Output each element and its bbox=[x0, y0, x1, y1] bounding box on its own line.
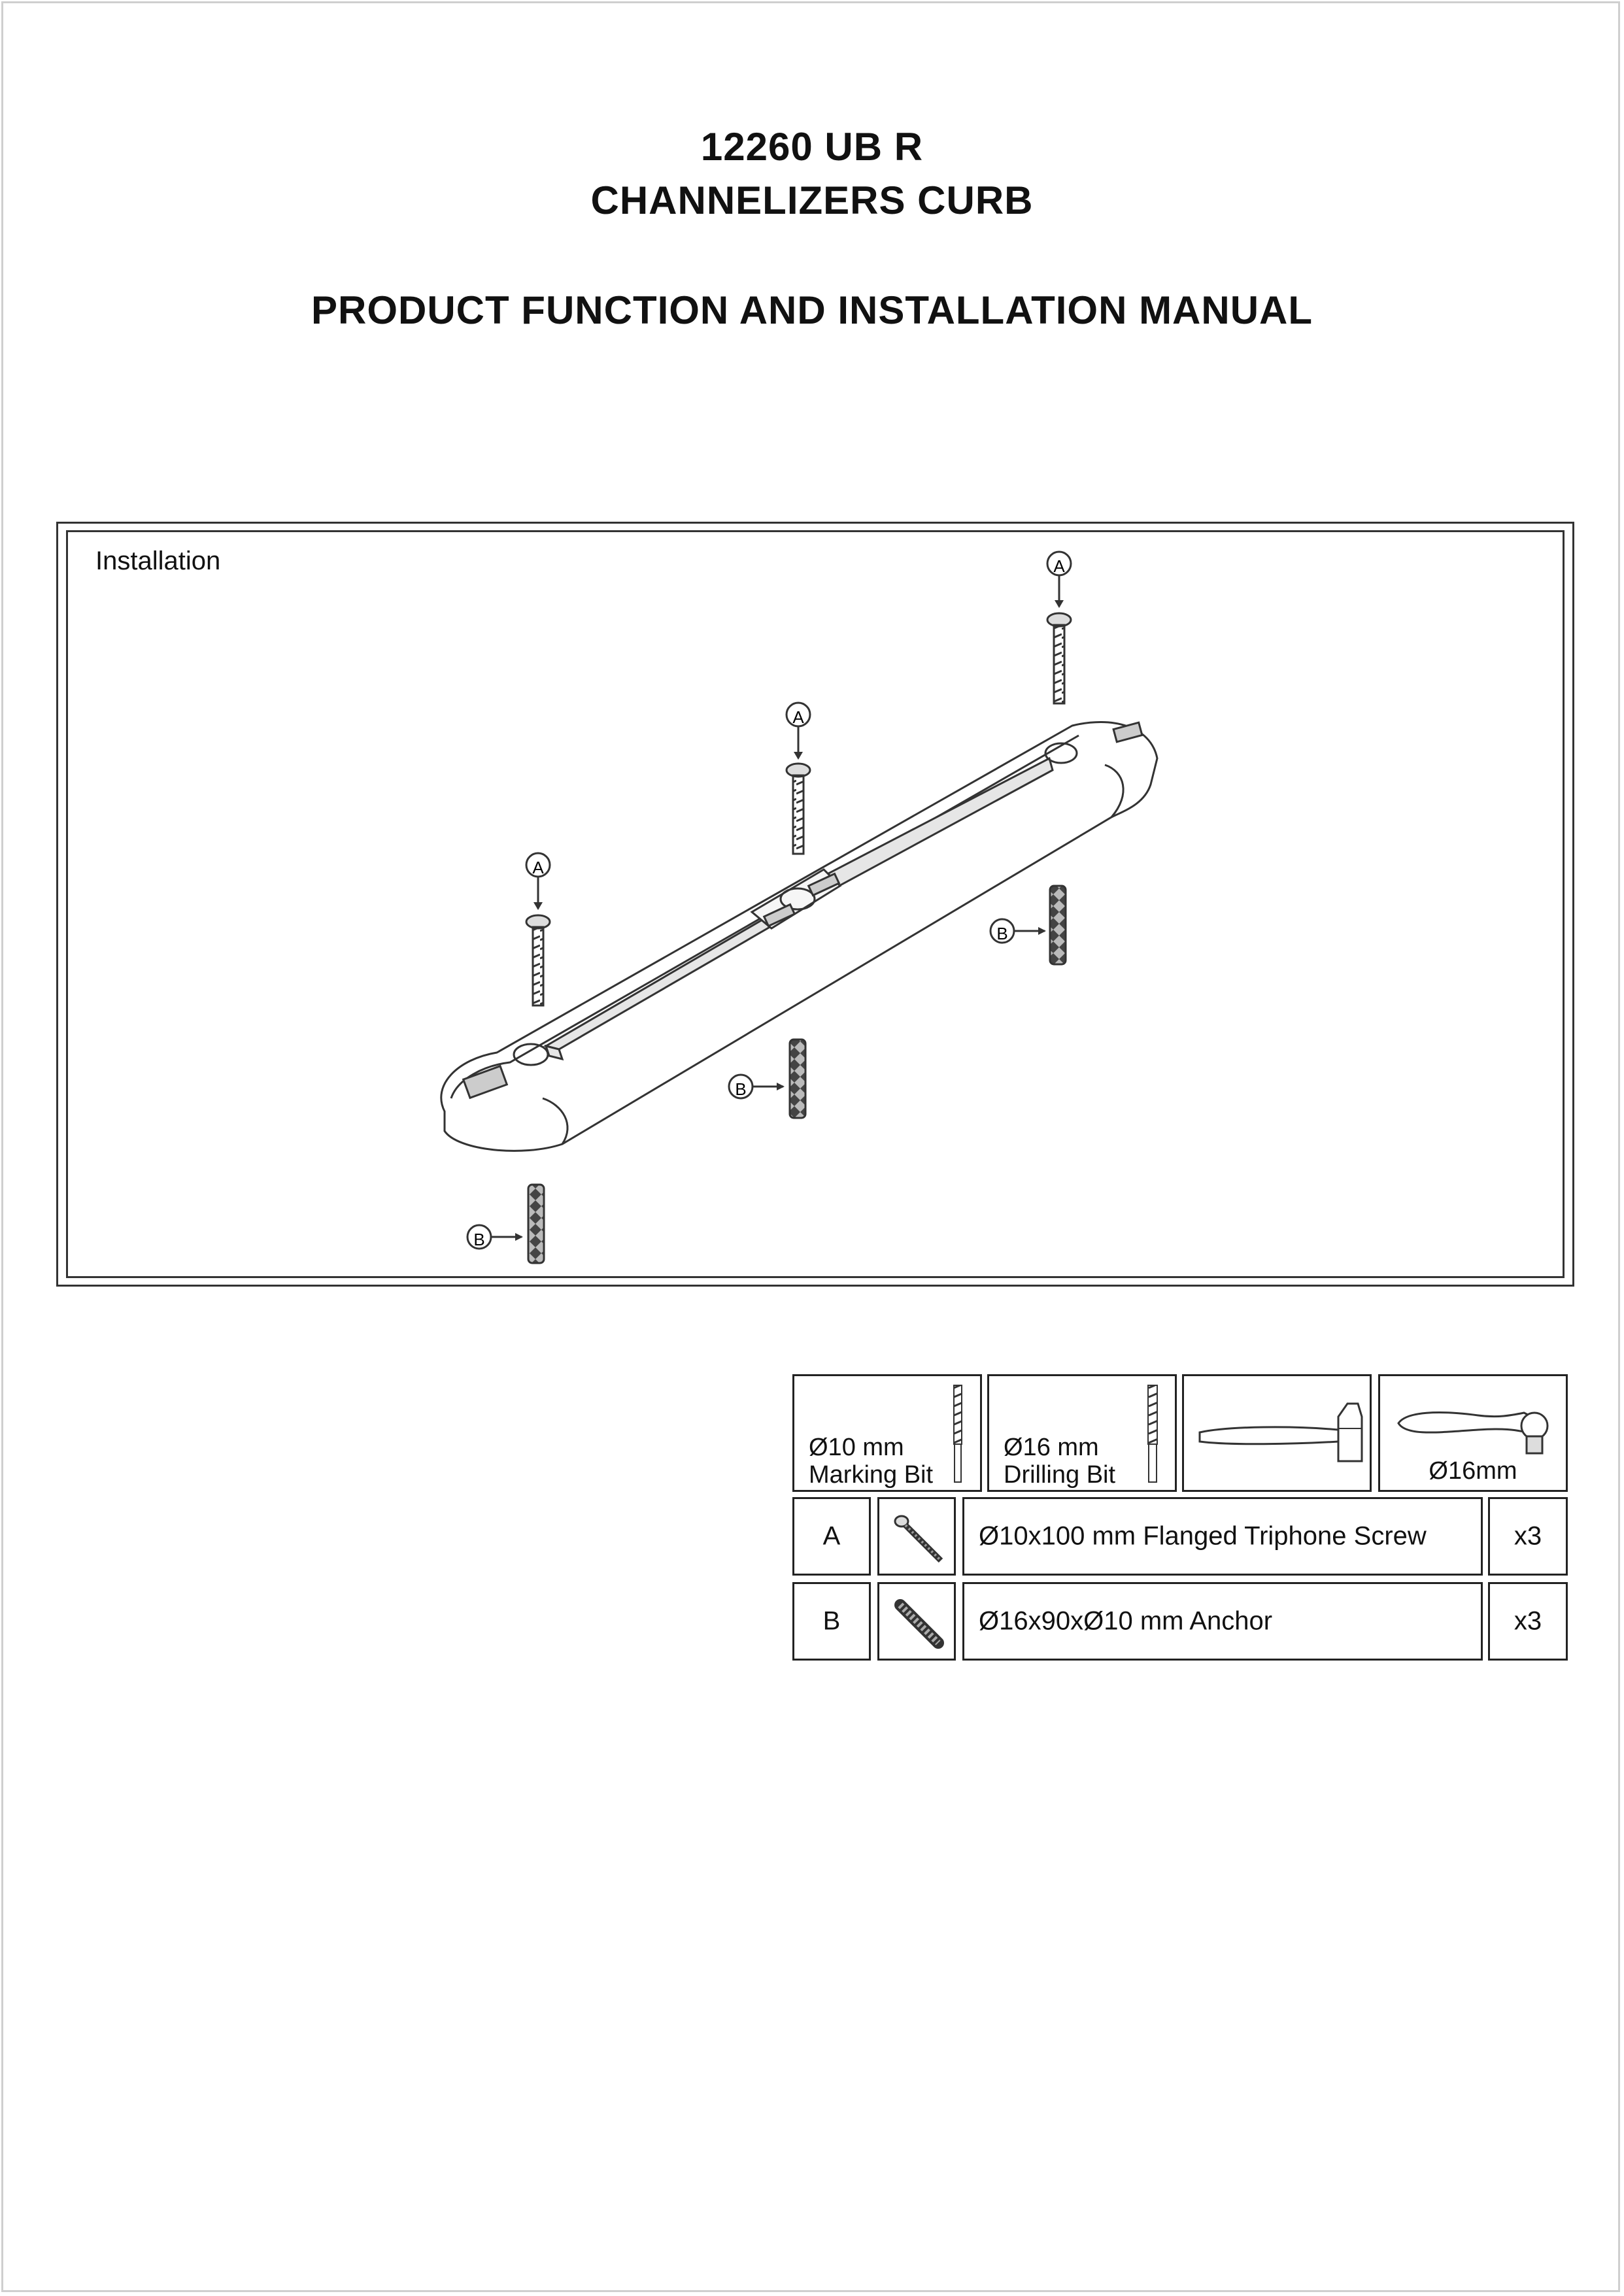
part-a-icon-cell bbox=[877, 1497, 956, 1576]
tool-ratchet bbox=[1378, 1374, 1568, 1492]
callout-b-right: B bbox=[996, 924, 1008, 943]
part-b-description-cell bbox=[962, 1582, 1483, 1661]
callout-a-right: A bbox=[1053, 556, 1065, 576]
ratchet-wrench-icon bbox=[1387, 1387, 1563, 1459]
tool-marking-bit bbox=[792, 1374, 982, 1492]
tool-drilling-bit-size: Ø16 mm bbox=[1004, 1434, 1099, 1461]
screw-a-left bbox=[526, 853, 550, 1005]
drill-bit-icon bbox=[1140, 1381, 1166, 1486]
part-b-icon-cell bbox=[877, 1582, 956, 1661]
installation-label: Installation bbox=[95, 547, 221, 575]
tool-hammer bbox=[1182, 1374, 1372, 1492]
part-b-qty: x3 bbox=[1514, 1606, 1542, 1636]
model-number: 12260 UB R bbox=[700, 125, 924, 169]
tool-ratchet-size: Ø16mm bbox=[1429, 1457, 1517, 1485]
callout-a-left: A bbox=[532, 858, 544, 877]
tool-marking-bit-label: Marking Bit bbox=[809, 1461, 934, 1489]
screw-a-middle bbox=[787, 703, 810, 854]
part-a-letter-cell bbox=[792, 1497, 871, 1576]
callout-b-left: B bbox=[473, 1230, 485, 1249]
hammer-icon bbox=[1191, 1389, 1367, 1481]
anchor-icon bbox=[886, 1591, 951, 1656]
part-a-description-cell bbox=[962, 1497, 1483, 1576]
anchor-b-middle bbox=[729, 1039, 805, 1118]
screw-icon bbox=[886, 1506, 951, 1571]
part-a-qty-cell bbox=[1488, 1497, 1568, 1576]
anchor-b-right bbox=[990, 886, 1066, 964]
part-b-letter: B bbox=[822, 1606, 841, 1636]
part-b-qty-cell bbox=[1488, 1582, 1568, 1661]
part-b-description: Ø16x90xØ10 mm Anchor bbox=[979, 1606, 1273, 1636]
callout-a-middle: A bbox=[792, 707, 804, 727]
callout-b-middle: B bbox=[735, 1079, 747, 1099]
screw-a-right bbox=[1047, 552, 1071, 703]
part-a-description: Ø10x100 mm Flanged Triphone Screw bbox=[979, 1521, 1427, 1551]
tool-drilling-bit bbox=[987, 1374, 1177, 1492]
tool-marking-bit-size: Ø10 mm bbox=[809, 1434, 904, 1461]
manual-title: PRODUCT FUNCTION AND INSTALLATION MANUAL bbox=[311, 288, 1313, 332]
product-name: CHANNELIZERS CURB bbox=[590, 178, 1034, 222]
part-a-letter: A bbox=[822, 1521, 841, 1551]
drill-bit-icon bbox=[945, 1381, 971, 1486]
part-b-letter-cell bbox=[792, 1582, 871, 1661]
tool-drilling-bit-label: Drilling Bit bbox=[1004, 1461, 1116, 1489]
part-a-qty: x3 bbox=[1514, 1521, 1542, 1551]
anchor-b-left bbox=[467, 1185, 544, 1263]
